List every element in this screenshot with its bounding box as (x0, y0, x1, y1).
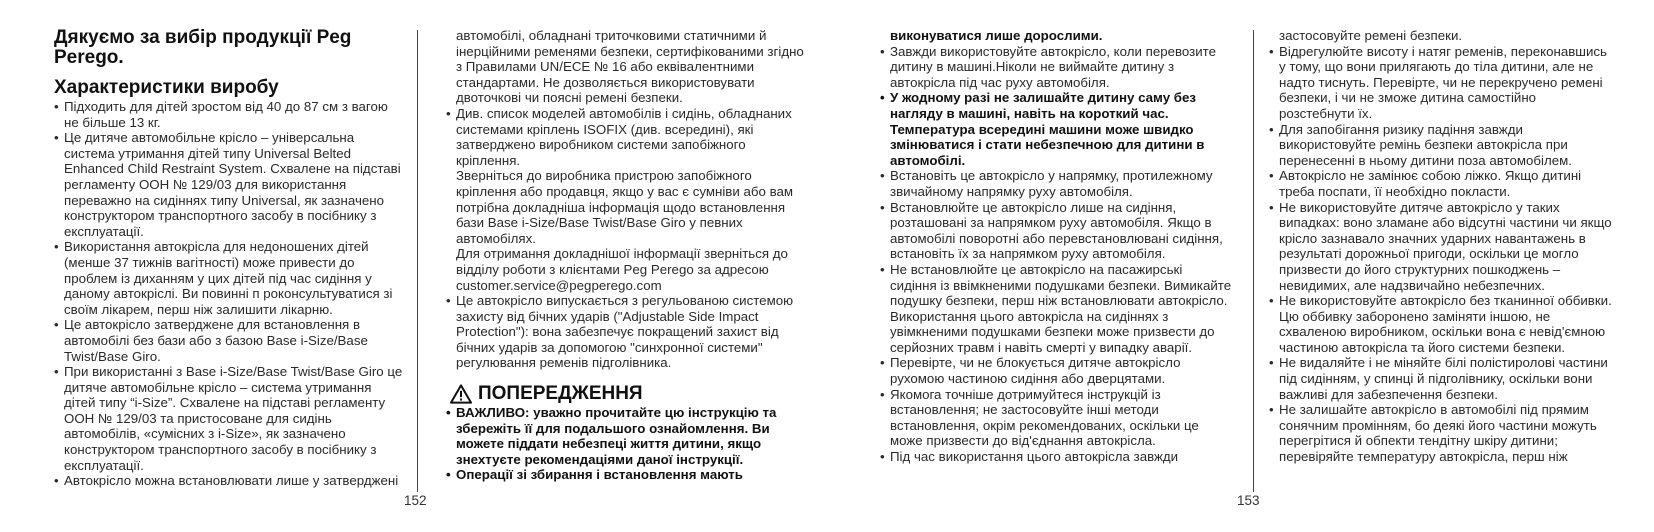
warnings-list-continued-2 (1269, 44, 1615, 465)
warning-item: • Якомога точніше дотримуйтеся інструкцій із встановлення; не застосовуйте інші методи встановлення, окрім рекомендованих, оскільки це може призвести до від'єднання автокрісла. (880, 387, 1232, 449)
page-title: Дякуємо за вибір продукції Peg Perego. (54, 27, 352, 68)
continued-text: автомобілі, обладнані триточковими статичними й інерційними ременями безпеки, сертифікованими згідно з Правилами UN/ECE № 16 або еквівалентними стандартами. Не дозволяється використовувати двоточкові чи поясні ремені безпеки. (456, 28, 804, 106)
column-divider (1253, 30, 1254, 492)
list-item: • Див. список моделей автомобілів і сидінь, обладнаних системами кріплень ISOFIX (див. всередині), які затверджено виробником системи запобіжного кріплення. (446, 106, 808, 168)
features-list-side (446, 293, 808, 371)
warning-item: • Завжди використовуйте автокрісло, коли перевозите дитину в машині.Ніколи не виймайте дитину з автокрісла під час руху автомобіля. (880, 44, 1232, 91)
warning-item: • Операції зі збирання і встановлення мають (446, 467, 808, 483)
warning-item: • Перевірте, чи не блокується дитяче автокрісло рухомою частиною сидіння або дверцятами. (880, 355, 1232, 386)
list-item: • Підходить для дітей зростом від 40 до 87 см з вагою не більше 13 кг. (54, 99, 404, 130)
warning-item: • Не залишайте автокрісло в автомобілі під прямим сонячним промінням, бо деякі його частини можуть перегрітися й обпекти тендітну шкіру дитини; перевіряйте температуру автокрісла, перш ніж (1269, 402, 1615, 464)
warnings-list (446, 405, 808, 483)
page-number-left: 152 (404, 493, 427, 508)
warning-item-bold: • У жодному разі не залишайте дитину саму без нагляду в машині, навіть на короткий час. Температура всередині машини може швидко змінюватися і стати небезпечною для дитини в автомобілі. (880, 90, 1232, 168)
warning-item: • Автокрісло не замінює собою ліжко. Якщо дитині треба поспати, її необхідно покласти. (1269, 168, 1615, 199)
warnings-title: ПОПЕРЕДЖЕННЯ (478, 383, 643, 405)
warning-triangle-icon (450, 384, 472, 404)
warning-item: • Не використовуйте дитяче автокрісло у таких випадках: воно зламане або відсутні частини чи якщо крісло зазнавало значних ударних навантажень в результаті дорожньої пригоди, оскільки це могло призвести до його структурних пошкоджень – невидимих, але надзвичайно небезпечних. (1269, 200, 1615, 294)
warning-item: • Не встановлюйте це автокрісло на пасажирські сидіння із ввімкненими подушками безпеки. Вимикайте подушку безпеки, перш ніж встановлювати автокрісло. Використання цього автокрісла на сидіннях з увімкненими подушками безпеки може призвести до серйозних травм і навіть смерті у випадку аварії. (880, 262, 1232, 356)
continued-text: виконуватися лише дорослими. (890, 28, 1103, 43)
list-item: • Це дитяче автомобільне крісло – універсальна система утримання дітей типу Universal Belted Enhanced Child Restraint System. Схвалене на підставі регламенту ООН № 129/03 для використання переважно на сидіннях типу Universal, як зазначено конструктором транспортного засобу в посібнику з експлуатації. (54, 130, 404, 239)
warning-item: • Встановлюйте це автокрісло лише на сидіння, розташовані за напрямком руху автомобіля. Якщо в автомобілі поворотні або перевстановлювані сидіння, встановіть їх за напрямком руху автомобіля. (880, 200, 1232, 262)
continued-text: застосовуйте ремені безпеки. (1279, 28, 1463, 43)
warning-item: • Встановіть це автокрісло у напрямку, протилежному звичайному напрямку руху автомобіля. (880, 168, 1232, 199)
warning-item: • Для запобігання ризику падіння завжди використовуйте ремінь безпеки автокрісла при перенесенні в ньому дитини поза автомобілем. (1269, 122, 1615, 169)
paragraph-service: Для отримання докладнішої інформації зверніться до відділу роботи з клієнтами Peg Perego за адресою customer.service@pegperego.com (456, 246, 788, 293)
paragraph-contact: Зверніться до виробника пристрою запобіжного кріплення або продавця, якщо у вас є сумніви або вам потрібна докладніша інформація щодо встановлення бази Base i-Size/Base Twist/Base Giro у певних автомобілях. (456, 168, 794, 246)
list-item: • При використанні з Base i-Size/Base Twist/Base Giro це дитяче автомобільне крісло – система утримання дітей типу “i-Size”. Схвалене на підставі регламенту ООН № 129/03 та пристосоване для сидінь автомобілів, «сумісних з i-Size», як зазначено конструктором транспортного засобу в посібнику з експлуатації. (54, 364, 404, 473)
warnings-heading (450, 383, 808, 405)
section-heading-features: Характеристики виробу (54, 77, 279, 98)
column-divider (417, 30, 418, 492)
warning-item: • Не видаляйте і не міняйте білі полістиролові частини під сидінням, у спинці й підголівнику, оскільки вони важливі для забезпечення безпеки. (1269, 355, 1615, 402)
features-list-continued (446, 106, 808, 168)
list-item: • Це автокрісло випускається з регульованою системою захисту від бічних ударів ("Adjustable Side Impact Protection"): вона забезпечує покращений захист від бічних ударів за допомогою "синхронної системи" регулювання ременів підголівника. (446, 293, 808, 371)
warning-item: • ВАЖЛИВО: уважно прочитайте цю інструкцію та збережіть її для подальшого ознайомлення. Ви можете піддати небезпеці життя дитини, якщо знехтуєте рекомендаціями даної інструкції. (446, 405, 808, 467)
list-item: • Використання автокрісла для недоношених дітей (менше 37 тижнів вагітності) може привести до проблем із диханням у цих дітей під час сидіння у даному автокріслі. Ви повинні п роконсультуватися зі своїм лікарем, перш ніж залишити лікарню. (54, 239, 404, 317)
column-1 (54, 28, 404, 489)
warning-item: • Під час використання цього автокрісла завжди (880, 449, 1232, 465)
column-2 (446, 28, 808, 483)
column-3 (880, 28, 1232, 465)
warnings-list-continued (880, 44, 1232, 465)
column-4 (1269, 28, 1615, 465)
warning-item: • Відрегулюйте висоту і натяг ременів, переконавшись у тому, що вони прилягають до тіла дитини, але не надто тиснуть. Перевірте, чи не перекручено ремені безпеки, і чи не зможе дитина самостійно розстебнути їх. (1269, 44, 1615, 122)
warning-item: • Не використовуйте автокрісло без тканинної оббивки. Цю оббивку заборонено заміняти іншою, не схваленою виробником, оскільки вона є невід'ємною частиною автокрісла та його системи безпеки. (1269, 293, 1615, 355)
list-item: • Це автокрісло затверджене для встановлення в автомобілі без бази або з базою Base i-Size/Base Twist/Base Giro. (54, 317, 404, 364)
list-item: • Автокрісло можна встановлювати лише у затверджені (54, 473, 404, 489)
features-list (54, 99, 404, 489)
page-number-right: 153 (1237, 493, 1260, 508)
